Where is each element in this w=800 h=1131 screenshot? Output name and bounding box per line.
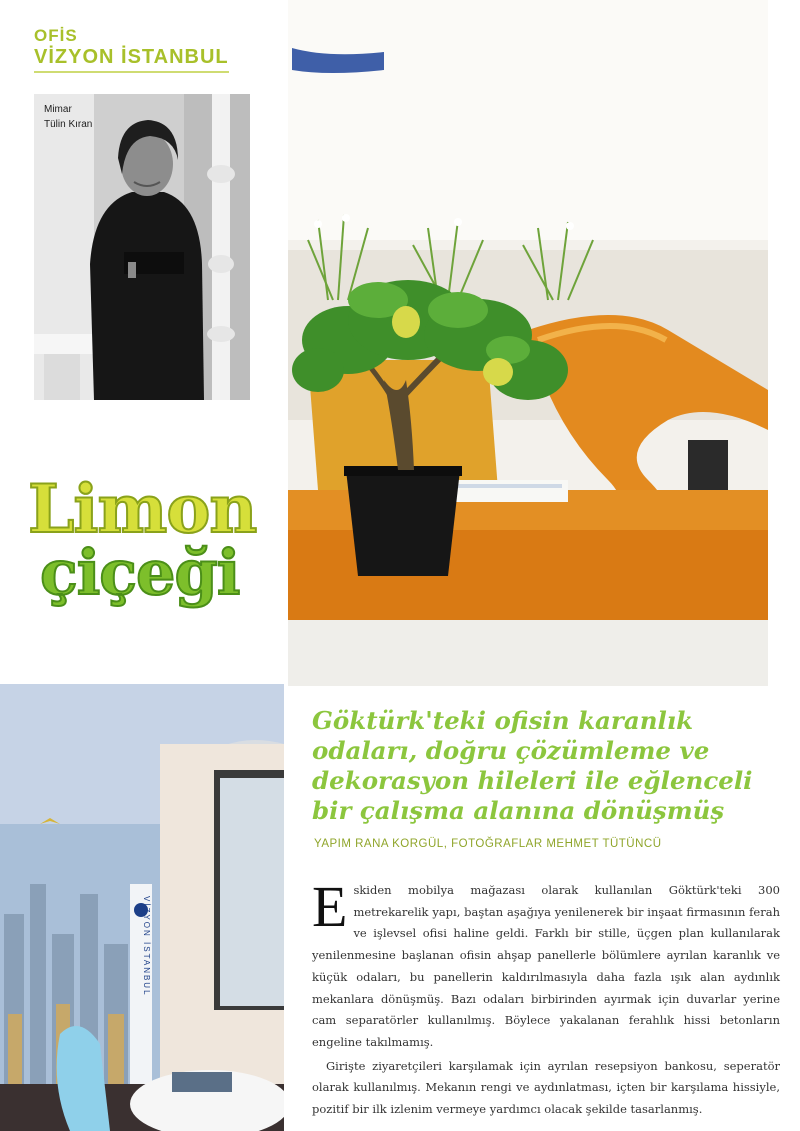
section-title: VİZYON İSTANBUL <box>34 46 229 73</box>
photo-sign-text: VİZYON İSTANBUL <box>142 896 151 997</box>
architect-role: Mimar <box>44 104 72 115</box>
article-body <box>312 874 780 1121</box>
room-photo <box>0 684 284 1131</box>
drop-cap: E <box>312 874 348 939</box>
lemon-tree-desk-image <box>288 0 768 686</box>
section-label: OFİS <box>34 26 78 45</box>
architect-caption <box>44 102 92 132</box>
architect-portrait <box>34 94 250 400</box>
portrait-photo <box>34 94 250 400</box>
body-paragraph-2: Girişte ziyaretçileri karşılamak için ayrılan resepsiyon bankosu, seperatör olarak kullanılmış. Mekanın rengi ve aydınlatması, içten bir karşılama hissiyle, pozitif bir ilk izlenim vermeye yardımcı olacak şekilde tasarlanmış. <box>312 1058 780 1117</box>
article-subtitle: Göktürk'teki ofisin karanlık odaları, doğru çözümleme ve dekorasyon hileleri ile eğlenceli bir çalışma alanına dönüşmüş <box>312 706 753 825</box>
architect-name: Tülin Kıran <box>44 119 93 130</box>
article-title-line1: Limon <box>28 470 257 548</box>
paragraph-1-text: skiden mobilya mağazası olarak kullanılan Göktürk'teki 300 metrekarelik yapı, baştan aşağıya yenilenerek bir inşaat firmasının ferah ve işlevsel ofisi haline geldi. Farklı bir stille, üçgen plan kullanılarak yenilenmesine başlanan ofisin ahşap panellerle bölümlere ayrılan karanlık ve küçük odaları, bu panellerin kaldırılmasıyla daha fazla ışık alan aydınlık mekanlara dönüşmüş. Bazı odaları birbirinden ayırmak için duvarlar yerine cam separatörler kullanılmış. Böylece yakalanan ferahlık hissi betonların engeline takılmamış. <box>312 883 780 1049</box>
office-photo <box>288 0 768 686</box>
article-credits: YAPIM RANA KORGÜL, FOTOĞRAFLAR MEHMET TÜTÜNCÜ <box>314 838 662 850</box>
article-title-line2: çiçeği <box>40 536 240 609</box>
body-paragraph-1 <box>312 874 780 1054</box>
